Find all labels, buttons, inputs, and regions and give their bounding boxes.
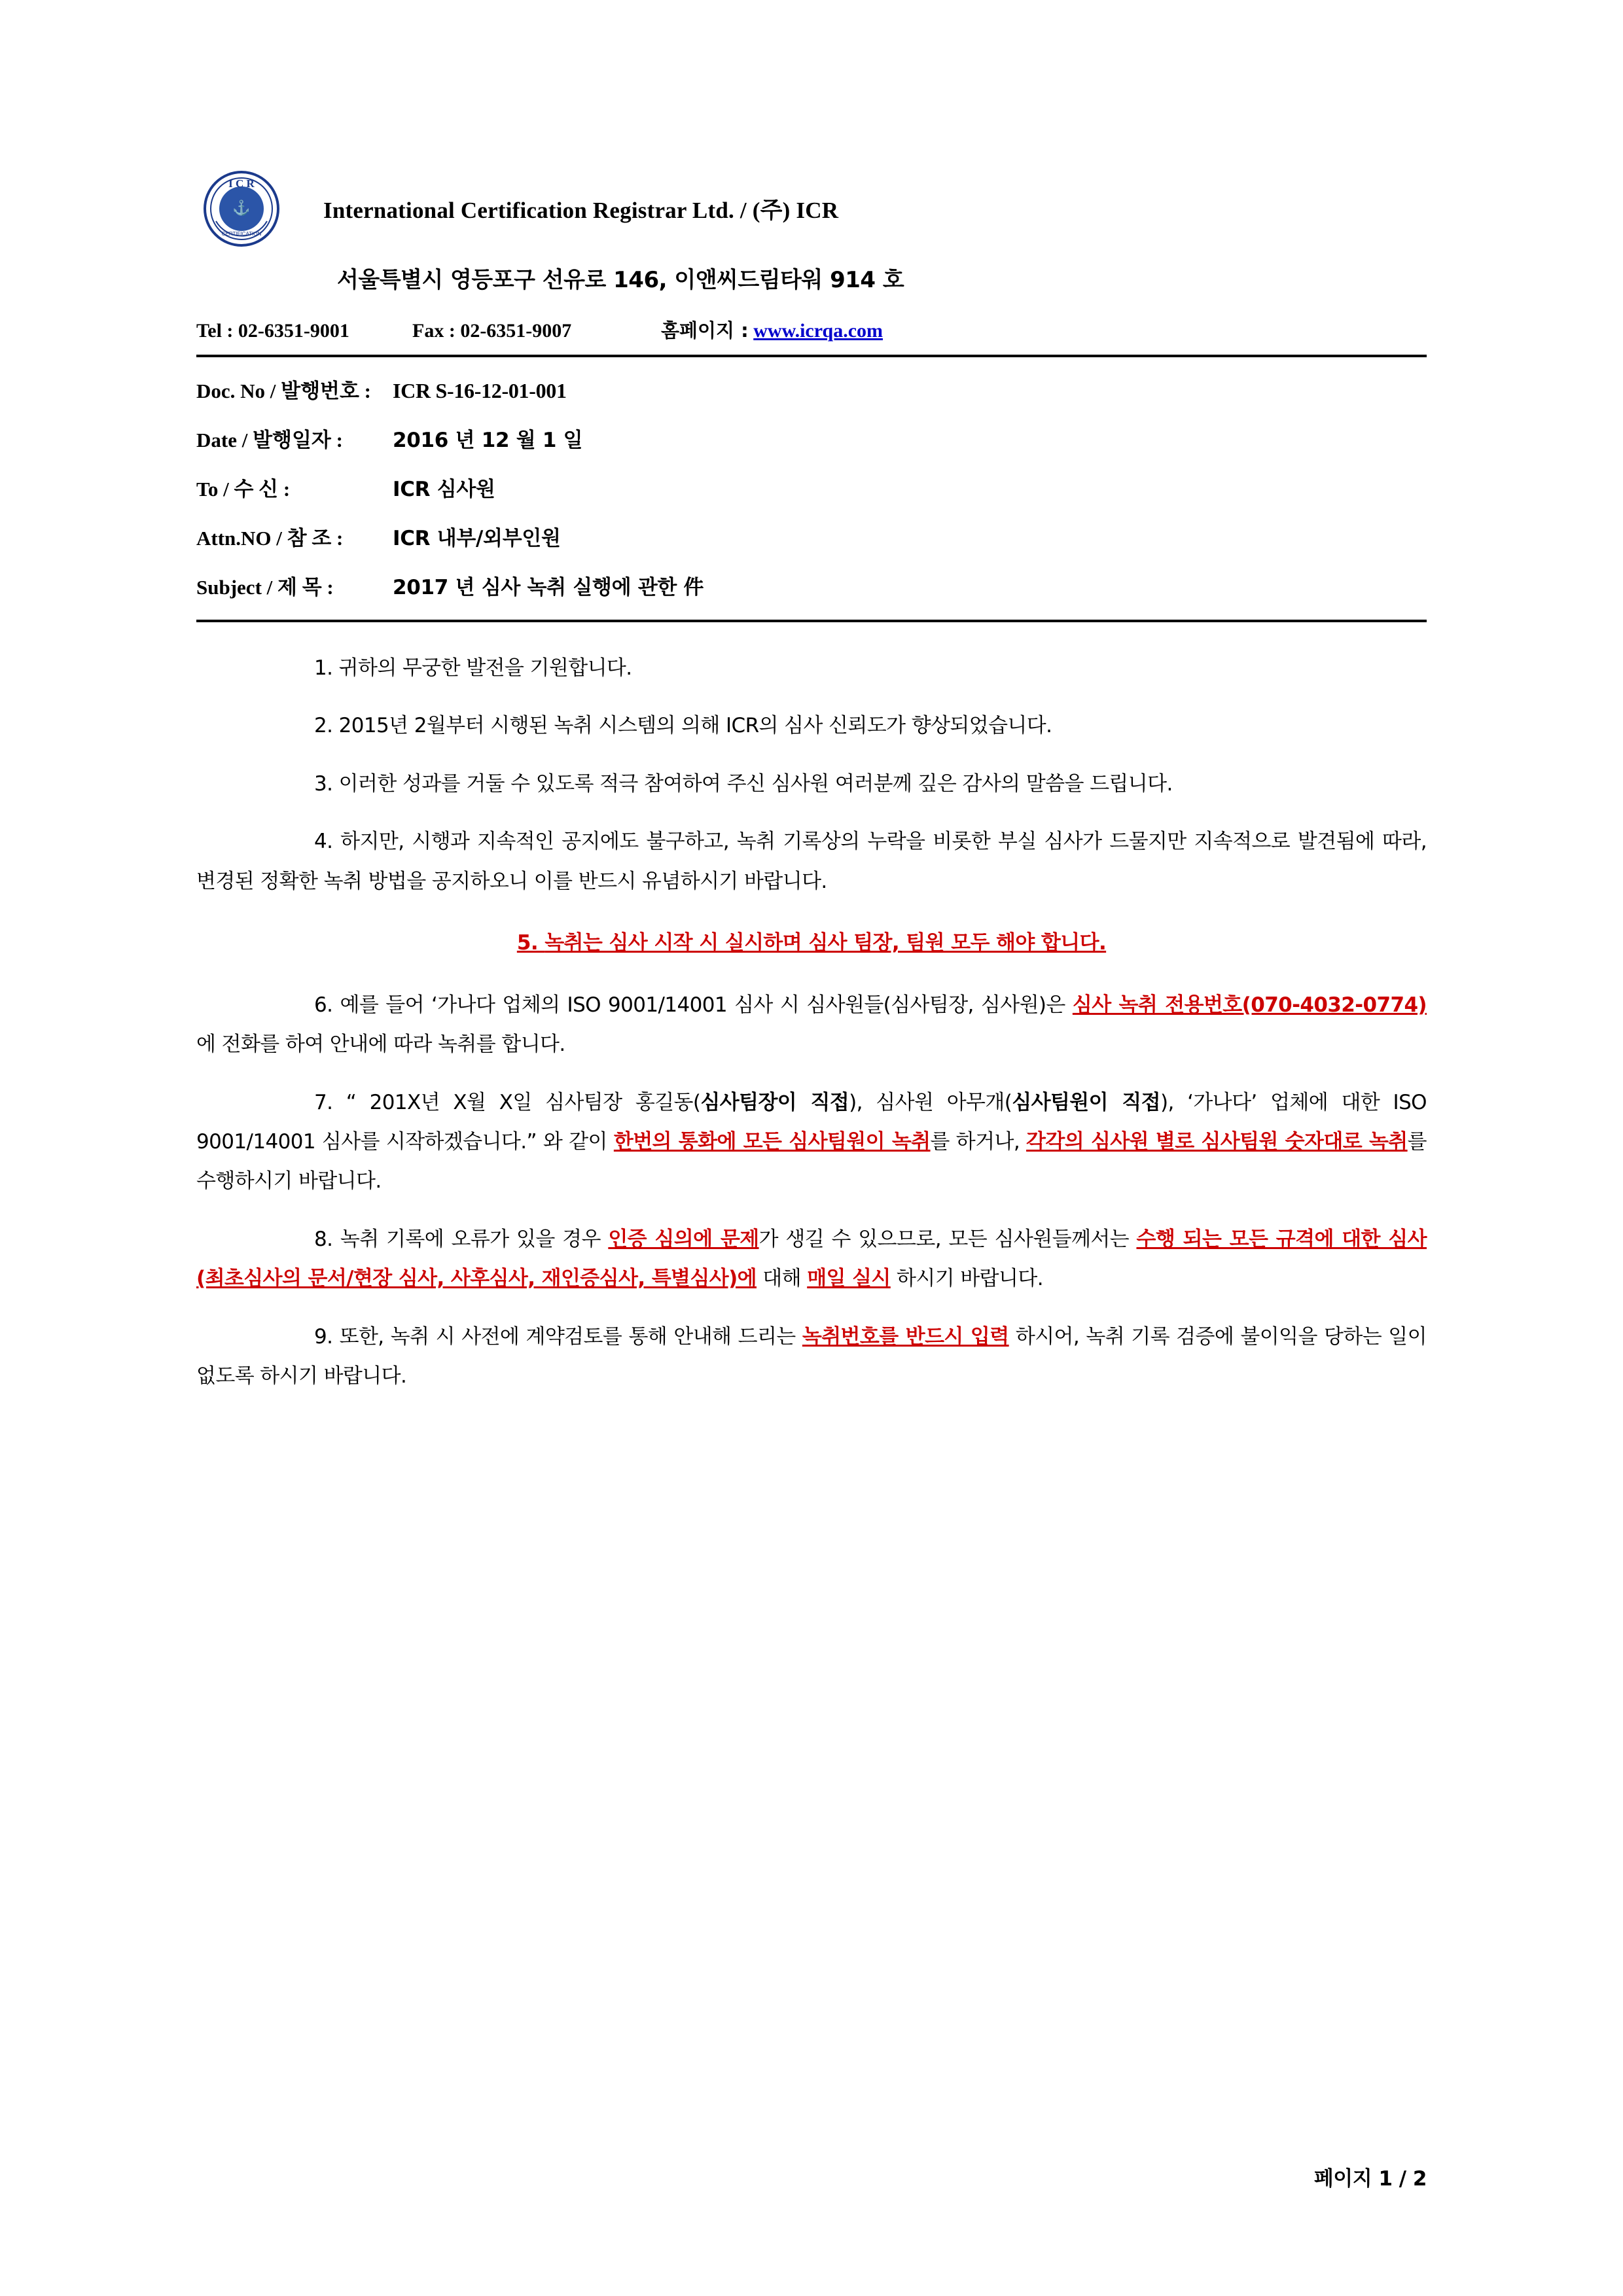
header-divider-bottom — [196, 620, 1427, 622]
meta-value-docno: ICR S-16-12-01-001 — [393, 379, 567, 402]
paragraph-3 — [196, 764, 1427, 804]
meta-value-to: ICR 심사원 — [393, 478, 495, 501]
organization-line — [203, 170, 1427, 247]
paragraph-6-number: 6. — [314, 993, 333, 1017]
paragraph-5-number: 5. — [516, 931, 538, 955]
paragraph-8-text-part1: 녹취 기록에 오류가 있을 경우 — [340, 1227, 609, 1251]
paragraph-5-text: 녹취는 심사 시작 시 실시하며 심사 팀장, 팀원 모두 해야 합니다. — [544, 931, 1107, 955]
meta-label-subject: Subject / 제 목 : — [196, 576, 334, 599]
meta-value-attn: ICR 내부/외부인원 — [393, 527, 561, 550]
recording-hotline-number: 심사 녹취 전용번호(070-4032-0774) — [1072, 993, 1427, 1017]
paragraph-2-number: 2. — [314, 714, 333, 738]
meta-label-date: Date / 발행일자 : — [196, 429, 343, 451]
organization-address: 서울특별시 영등포구 선유로 146, 이앤씨드림타워 914 호 — [337, 267, 904, 293]
meta-row-to — [196, 472, 1427, 502]
paragraph-1-number: 1. — [314, 656, 333, 680]
organization-name: International Certification Registrar Ltd. / (주) ICR — [323, 198, 839, 223]
paragraph-8-highlight2: 수행 되는 모든 규격에 대한 심사(최초심사의 문서/현장 심사, 사후심사, 재인증심사, 특별심사)에 — [196, 1227, 1427, 1291]
paragraph-8-text-part3: 대해 — [757, 1267, 808, 1291]
document-meta — [196, 374, 1427, 600]
meta-row-docno — [196, 374, 1427, 404]
paragraph-6-text-part1: 예를 들어 ‘가나다 업체의 ISO 9001/14001 심사 시 심사원들(심사팀장, 심사원)은 — [340, 993, 1073, 1017]
letterhead — [196, 170, 1427, 343]
homepage-line — [661, 316, 883, 343]
paragraph-2-text: 2015년 2월부터 시행된 녹취 시스템의 의해 ICR의 심사 신뢰도가 향상되었습니다. — [338, 714, 1052, 738]
contact-line — [196, 316, 1427, 343]
document-body — [196, 648, 1427, 1396]
meta-label-docno: Doc. No / 발행번호 : — [196, 380, 372, 402]
paragraph-8-text-part4: 하시기 바랍니다. — [890, 1267, 1043, 1291]
paragraph-7-bold2: 심사팀원이 직접 — [1012, 1090, 1160, 1114]
meta-row-subject — [196, 571, 1427, 600]
svg-text:⚓: ⚓ — [232, 200, 251, 216]
paragraph-9-number: 9. — [314, 1324, 333, 1349]
paragraph-6-text-part2: 에 전화를 하여 안내에 따라 녹취를 합니다. — [196, 1033, 565, 1057]
paragraph-9 — [196, 1317, 1427, 1396]
paragraph-4-number: 4. — [314, 830, 333, 854]
meta-label-attn: Attn.NO / 참 조 : — [196, 527, 344, 550]
homepage-label: 홈페이지 : — [661, 319, 749, 342]
paragraph-9-text-part1: 또한, 녹취 시 사전에 계약검토를 통해 안내해 드리는 — [339, 1324, 802, 1349]
paragraph-9-highlight1: 녹취번호를 반드시 입력 — [802, 1324, 1009, 1349]
paragraph-7-text-part5: 를 수행하시기 바랍니다. — [196, 1129, 1427, 1193]
paragraph-6 — [196, 985, 1427, 1065]
paragraph-7-highlight2: 각각의 심사원 별로 심사팀원 숫자대로 녹취 — [1026, 1129, 1408, 1154]
paragraph-9-text-part2: 하시어, 녹취 기록 검증에 불이익을 당하는 일이 없도록 하시기 바랍니다. — [196, 1324, 1427, 1388]
meta-label-to: To / 수 신 : — [196, 478, 291, 501]
paragraph-8-text-part2: 가 생길 수 있으므로, 모든 심사원들께서는 — [758, 1227, 1137, 1251]
paragraph-7-highlight1: 한번의 통화에 모든 심사팀원이 녹취 — [613, 1129, 931, 1154]
paragraph-3-text: 이러한 성과를 거둘 수 있도록 적극 참여하여 주신 심사원 여러분께 깊은 감사의 말씀을 드립니다. — [338, 771, 1173, 796]
paragraph-7-text-part1: “ 201X년 X월 X일 심사팀장 홍길동( — [346, 1090, 701, 1114]
paragraph-5-highlight — [196, 923, 1427, 963]
paragraph-4-text: 하지만, 시행과 지속적인 공지에도 불구하고, 녹취 기록상의 누락을 비롯한 부실 심사가 드물지만 지속적으로 발견됨에 따라, 변경된 정확한 녹취 방법을 공지하오니 이를 반드시 유념하시기 바랍니다. — [196, 830, 1427, 893]
telephone-number: Tel : 02-6351-9001 — [196, 320, 349, 342]
paragraph-1 — [196, 648, 1427, 688]
meta-row-attn — [196, 521, 1427, 551]
fax-number: Fax : 02-6351-9007 — [412, 320, 572, 342]
paragraph-8-highlight1: 인증 심의에 문제 — [608, 1227, 759, 1251]
svg-text:I C R: I C R — [228, 177, 255, 190]
meta-row-date — [196, 423, 1427, 453]
meta-value-subject: 2017 년 심사 녹취 실행에 관한 件 — [393, 576, 704, 599]
header-divider-top — [196, 355, 1427, 357]
paragraph-7-number: 7. — [314, 1090, 333, 1114]
paragraph-8-highlight3: 매일 실시 — [807, 1267, 891, 1291]
paragraph-3-number: 3. — [314, 771, 333, 796]
paragraph-7 — [196, 1083, 1427, 1201]
paragraph-2 — [196, 706, 1427, 745]
svg-text:CERTIFICATION: CERTIFICATION — [221, 231, 262, 237]
paragraph-8-number: 8. — [314, 1227, 333, 1251]
paragraph-1-text: 귀하의 무궁한 발전을 기원합니다. — [338, 656, 632, 680]
page-number: 페이지 1 / 2 — [1313, 2167, 1427, 2191]
paragraph-8 — [196, 1220, 1427, 1299]
paragraph-7-text-part3: ), ‘가나다’ 업체에 대한 ISO 9001/14001 심사를 시작하겠습니다.” 와 같이 — [196, 1090, 1427, 1154]
paragraph-7-text-part2: ), 심사원 아무개( — [849, 1090, 1012, 1114]
paragraph-7-text-part4: 를 하거나, — [930, 1129, 1027, 1154]
paragraph-7-bold1: 심사팀장이 직접 — [700, 1090, 849, 1114]
homepage-link[interactable]: www.icrqa.com — [753, 320, 883, 342]
meta-value-date: 2016 년 12 월 1 일 — [393, 429, 583, 452]
paragraph-4 — [196, 822, 1427, 901]
icr-logo-icon — [203, 170, 280, 247]
